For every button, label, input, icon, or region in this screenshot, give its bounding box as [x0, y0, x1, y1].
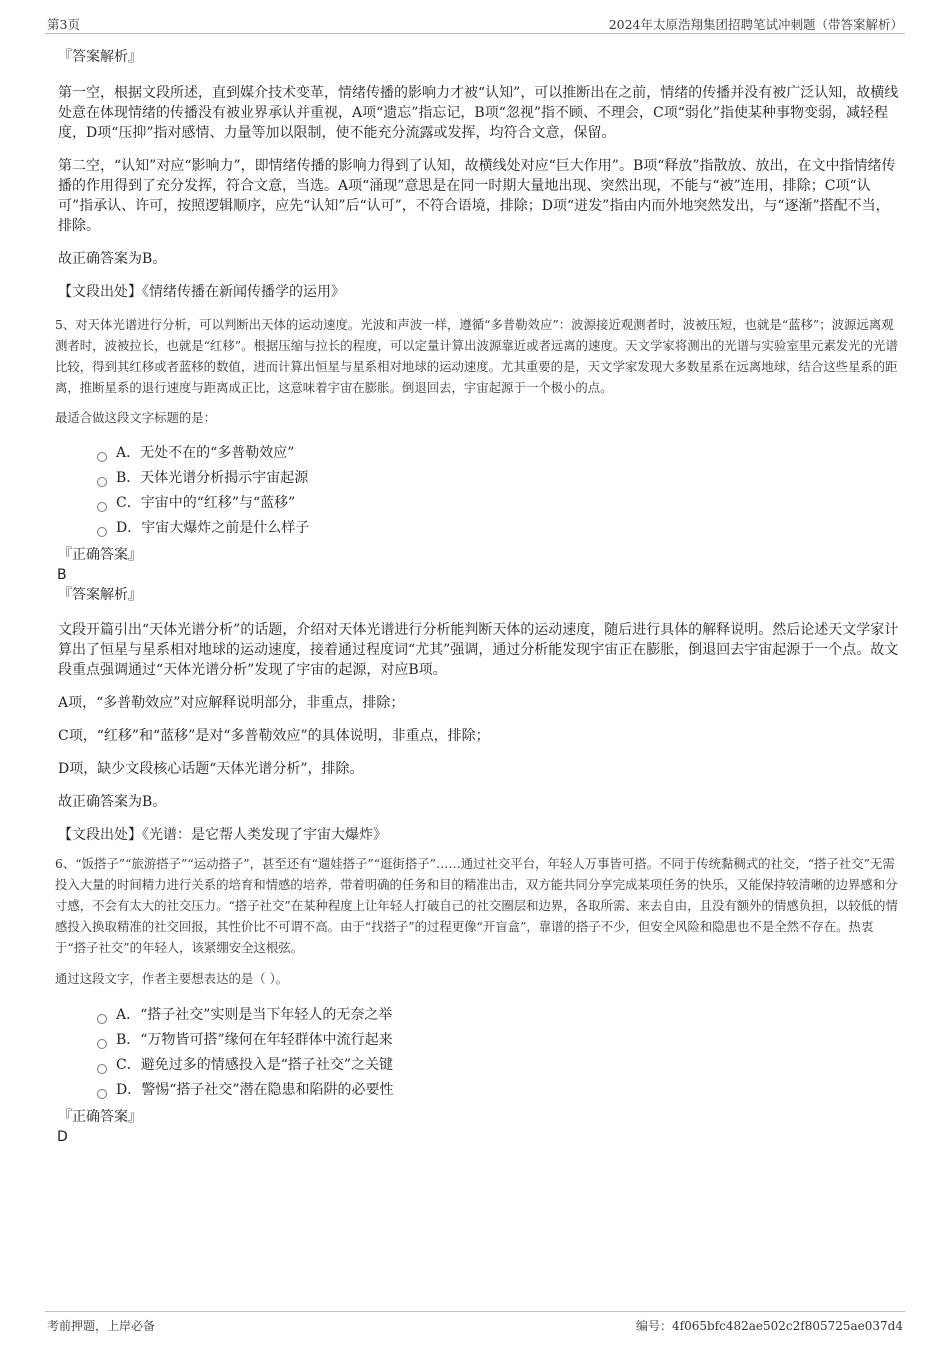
radio-icon[interactable]	[97, 477, 107, 487]
option-c[interactable]	[97, 1053, 900, 1078]
analysis-paragraph: 文段开篇引出“天体光谱分析”的话题，介绍对天体光谱进行分析能判断天体的运动速度，随后进行具体的解释说明。然后论述天文学家计算出了恒星与星系相对地球的运动速度，接着通过程度词“尤其”强调，通过分析能发现宇宙正在膨胀，倒退回去宇宙起源于一个点。故文段重点强调通过“天体光谱分析”发现了宇宙的起源，对应B项。	[58, 622, 899, 678]
page-content	[55, 45, 900, 1147]
option-label: C．宇宙中的“红移”与“蓝移”	[116, 495, 296, 511]
source-citation: 【文段出处】《情绪传播在新闻传播学的运用》	[58, 284, 345, 300]
option-label: D．警惕“搭子社交”潜在隐患和陷阱的必要性	[116, 1082, 394, 1098]
document-title: 2024年太原浩翔集团招聘笔试冲刺题（带答案解析）	[608, 17, 903, 32]
analysis-conclusion: 故正确答案为B。	[58, 251, 167, 267]
source-citation: 【文段出处】《光谱：是它帮人类发现了宇宙大爆炸》	[58, 827, 387, 843]
correct-answer-label: 『正确答案』	[58, 547, 142, 563]
option-label: A．“搭子社交”实则是当下年轻人的无奈之举	[116, 1007, 393, 1023]
option-label: A．无处不在的“多普勒效应”	[116, 445, 295, 461]
option-a[interactable]	[97, 441, 900, 466]
analysis-paragraph: D项，缺少文段核心话题“天体光谱分析”，排除。	[58, 761, 364, 777]
option-label: B．天体光谱分析揭示宇宙起源	[116, 470, 309, 486]
footer-slogan: 考前押题，上岸必备	[47, 1319, 156, 1333]
option-c[interactable]	[97, 491, 900, 516]
page-number: 第3页	[47, 17, 80, 32]
option-label: D．宇宙大爆炸之前是什么样子	[116, 520, 310, 536]
radio-icon[interactable]	[97, 502, 107, 512]
analysis-paragraph: A项，“多普勒效应”对应解释说明部分，非重点，排除；	[58, 695, 405, 711]
radio-icon[interactable]	[97, 1039, 107, 1049]
radio-icon[interactable]	[97, 1014, 107, 1024]
correct-answer-label: 『正确答案』	[58, 1109, 142, 1125]
page-header	[45, 12, 905, 34]
option-b[interactable]	[97, 1028, 900, 1053]
question-text: 6、“饭搭子”“旅游搭子”“运动搭子”，甚至还有“遛娃搭子”“逛街搭子”……通过社交平台，年轻人万事皆可搭。不同于传统黏稠式的社交，“搭子社交”无需投入大量的时间精力进行关系的培育和情感的培养，带着明确的任务和目的精准出击，双方能共同分享完成某项任务的快乐，又能保持较清晰的边界感和分寸感，不会有太大的社交压力。“搭子社交”在某种程度上让年轻人打破自己的社交圈层和边界，各取所需、来去自由，且没有额外的情感负担，以较低的情感投入换取精准的社交回报，其性价比不可谓不高。由于“找搭子”的过程更像“开盲盒”，靠谱的搭子不少，但安全风险和隐患也不是全然不存在。热衷于“搭子社交”的年轻人，该紧绷安全这根弦。	[55, 856, 898, 955]
option-a[interactable]	[97, 1003, 900, 1028]
analysis-conclusion: 故正确答案为B。	[58, 794, 167, 810]
question-prompt: 通过这段文字，作者主要想表达的是（ ）。	[55, 971, 289, 986]
option-list	[97, 441, 900, 541]
analysis-label: 『答案解析』	[58, 49, 142, 65]
analysis-label: 『答案解析』	[58, 587, 142, 603]
analysis-paragraph: 第二空，“认知”对应“影响力”，即情绪传播的影响力得到了认知，故横线处对应“巨大作用”。B项“释放”指散放、放出，在文中指情绪传播的作用得到了充分发挥，符合文意，当选。A项“涌现”意思是在同一时期大量地出现、突然出现，不能与“被”连用，排除；C项“认可”指承认、许可，按照逻辑顺序，应先“认知”后“认可”，不符合语境，排除；D项“迸发”指由内而外地突然发出，与“逐渐”搭配不当，排除。	[58, 158, 896, 234]
radio-icon[interactable]	[97, 452, 107, 462]
correct-answer: B	[57, 567, 67, 583]
question-text: 5、对天体光谱进行分析，可以判断出天体的运动速度。光波和声波一样，遵循“多普勒效应”：波源接近观测者时，波被压短，也就是“蓝移”；波源远离观测者时，波被拉长，也就是“红移”。根据压缩与拉长的程度，可以定量计算出波源靠近或者远离的速度。天文学家将测出的光谱与实验室里元素发光的光谱比较，得到其红移或者蓝移的数值，进而计算出恒星与星系相对地球的运动速度。尤其重要的是，天文学家发现大多数星系在远离地球，结合这些星系的距离，推断星系的退行速度与距离成正比，这意味着宇宙在膨胀。倒退回去，宇宙起源于一个极小的点。	[55, 317, 898, 395]
question-prompt: 最适合做这段文字标题的是：	[55, 410, 217, 425]
analysis-paragraph: 第一空，根据文段所述，直到媒介技术变革，情绪传播的影响力才被“认知”，可以推断出在之前，情绪的传播并没有被广泛认知，故横线处意在体现情绪的传播没有被业界承认并重视，A项“遗忘”指忘记，B项“忽视”指不顾、不理会，C项“弱化”指使某种事物变弱，减轻程度，D项“压抑”指对感情、力量等加以限制，使不能充分流露或发挥，均符合文意，保留。	[58, 85, 899, 141]
radio-icon[interactable]	[97, 527, 107, 537]
option-b[interactable]	[97, 466, 900, 491]
analysis-paragraph: C项，“红移”和“蓝移”是对“多普勒效应”的具体说明，非重点，排除；	[58, 728, 490, 744]
correct-answer: D	[57, 1129, 68, 1145]
option-label: C．避免过多的情感投入是“搭子社交”之关键	[116, 1057, 394, 1073]
option-label: B．“万物皆可搭”缘何在年轻群体中流行起来	[116, 1032, 393, 1048]
radio-icon[interactable]	[97, 1064, 107, 1074]
radio-icon[interactable]	[97, 1089, 107, 1099]
document-id: 编号：4f065bfc482ae502c2f805725ae037d4	[636, 1319, 903, 1333]
page-footer	[45, 1311, 905, 1337]
option-list	[97, 1003, 900, 1103]
option-d[interactable]	[97, 516, 900, 541]
option-d[interactable]	[97, 1078, 900, 1103]
